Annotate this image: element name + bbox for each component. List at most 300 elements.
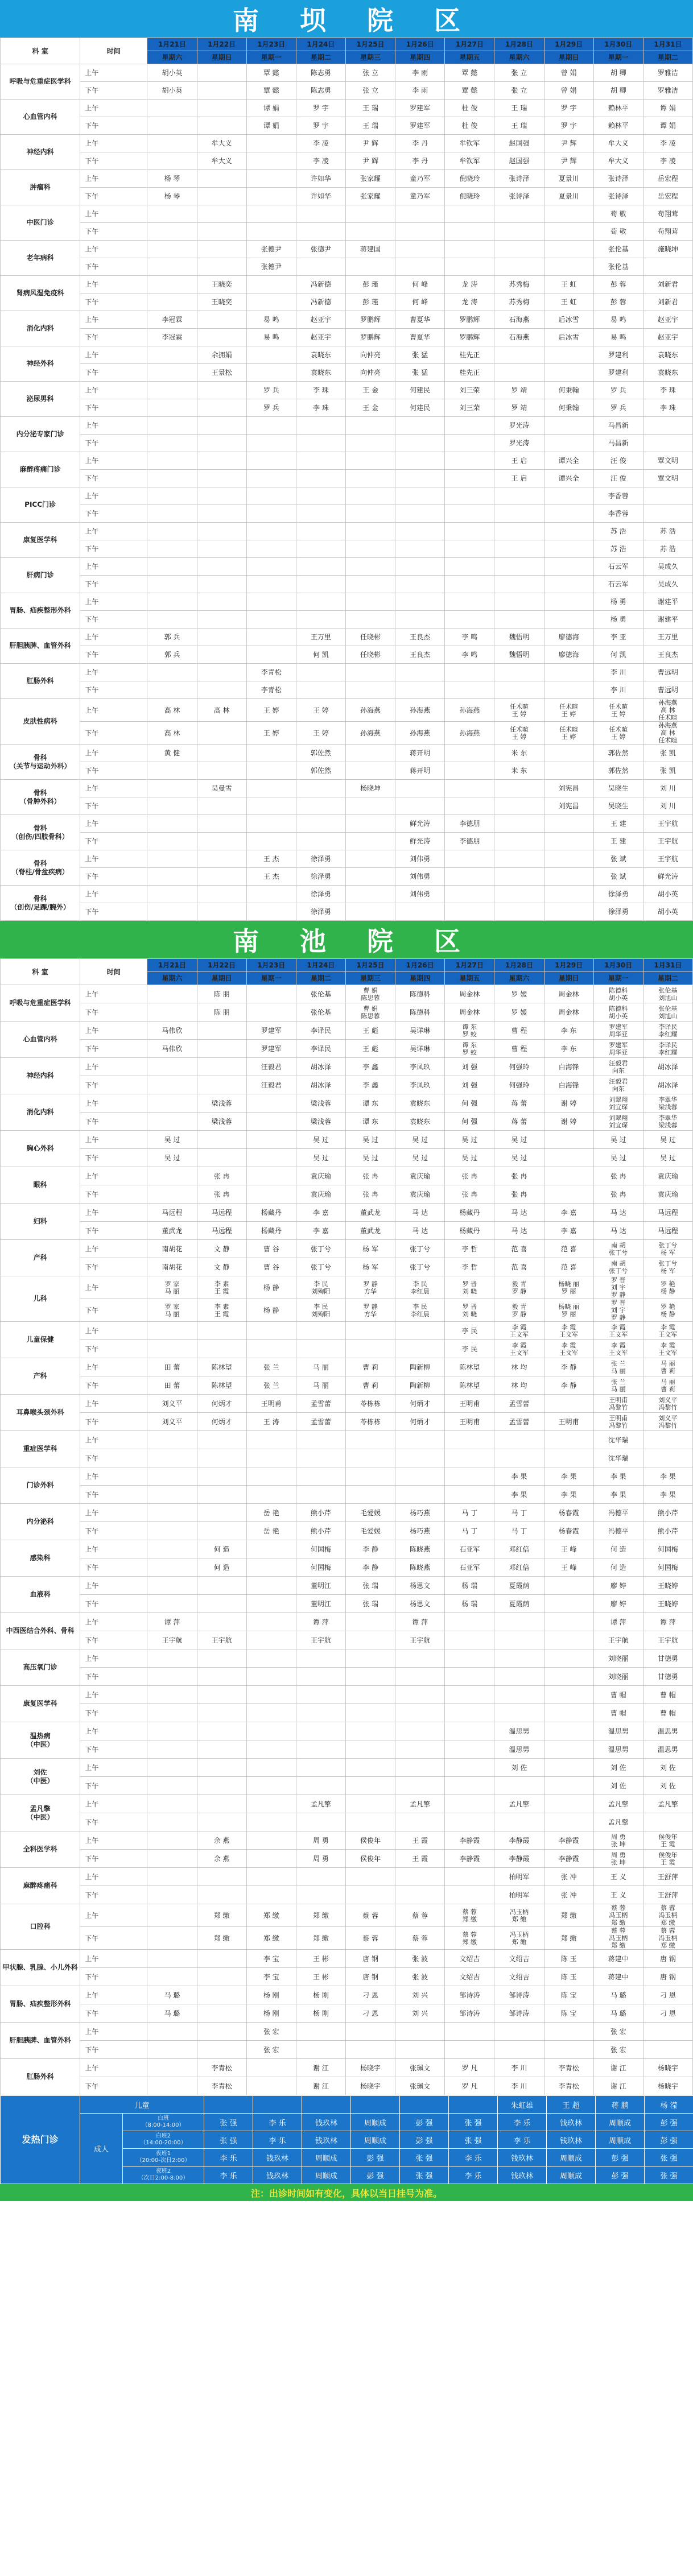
session-label: 上午 — [80, 1058, 147, 1076]
doctor-cell — [246, 780, 296, 797]
schedule-row — [1, 223, 693, 241]
doctor-cell — [147, 1904, 197, 1927]
dept-column-header: 科 室 — [1, 959, 80, 985]
doctor-cell: 张伦基 — [296, 1003, 345, 1022]
doctor-cell — [345, 593, 395, 611]
doctor-cell: 蒋建中 — [593, 1968, 643, 1986]
dept-column-header: 科 室 — [1, 38, 80, 64]
date-header: 1月25日 — [345, 38, 395, 51]
doctor-cell — [345, 1449, 395, 1467]
doctor-cell — [494, 576, 544, 593]
doctor-cell — [445, 1467, 494, 1486]
doctor-cell — [147, 2059, 197, 2077]
doctor-cell: 马远程 — [643, 1204, 692, 1222]
schedule-row — [1, 1986, 693, 2004]
doctor-cell: 杨思文 — [395, 1577, 445, 1595]
doctor-cell: 熊小芹 — [296, 1522, 345, 1540]
doctor-cell: 谢 婷 — [544, 1113, 593, 1131]
doctor-cell: 张 冉 — [445, 1167, 494, 1185]
schedule-row — [1, 2023, 693, 2041]
doctor-cell: 杨春霞 — [544, 1504, 593, 1522]
fever-doctor-cell: 杨 滢 — [645, 2096, 693, 2114]
session-label: 下午 — [80, 1040, 147, 1058]
fever-doctor-cell: 张 强 — [204, 2131, 253, 2149]
doctor-cell — [544, 762, 593, 780]
fever-doctor-cell: 彭 强 — [596, 2149, 645, 2166]
doctor-cell: 汪毅君 向东 — [593, 1058, 643, 1076]
doctor-cell — [445, 886, 494, 903]
doctor-cell — [147, 1850, 197, 1868]
doctor-cell — [147, 1340, 197, 1358]
department-name: 中医门诊 — [1, 205, 80, 241]
doctor-cell: 罗建军 — [246, 1040, 296, 1058]
doctor-cell — [395, 558, 445, 576]
doctor-cell — [147, 1927, 197, 1950]
doctor-cell: 郑 缴 — [246, 1927, 296, 1950]
doctor-cell: 袁庆瑜 — [395, 1185, 445, 1204]
schedule-row — [1, 2077, 693, 2095]
schedule-row — [1, 1795, 693, 1813]
doctor-cell — [445, 540, 494, 558]
doctor-cell: 孟凡擎 — [593, 1813, 643, 1831]
schedule-row — [1, 1595, 693, 1613]
doctor-cell — [445, 1740, 494, 1759]
doctor-cell: 吴晓生 — [593, 780, 643, 797]
doctor-cell: 李 静 — [544, 1376, 593, 1395]
doctor-cell — [643, 1431, 692, 1449]
doctor-cell: 陶新柳 — [395, 1358, 445, 1376]
doctor-cell — [246, 1831, 296, 1850]
doctor-cell: 王明甫 冯黎竹 — [593, 1413, 643, 1431]
doctor-cell — [544, 1795, 593, 1813]
doctor-cell: 王 义 — [593, 1868, 643, 1886]
doctor-cell: 冯玉柄 郑 缴 — [494, 1904, 544, 1927]
doctor-cell: 郑 缴 — [197, 1927, 246, 1950]
fever-doctor-cell — [351, 2096, 400, 2114]
doctor-cell: 罗 艳 杨 静 — [643, 1299, 692, 1322]
doctor-cell — [246, 470, 296, 487]
weekday-header: 星期二 — [296, 972, 345, 985]
doctor-cell — [345, 833, 395, 850]
doctor-cell: 李 民 — [445, 1340, 494, 1358]
doctor-cell: 向仲亮 — [345, 346, 395, 364]
department-name: 胃肠、疝疾整形外科 — [1, 1986, 80, 2023]
doctor-cell: 谭 娟 — [246, 117, 296, 135]
doctor-cell: 曹 莉 — [345, 1376, 395, 1395]
doctor-cell: 杨藏丹 — [445, 1222, 494, 1240]
doctor-cell — [147, 886, 197, 903]
doctor-cell: 李 嘉 — [544, 1204, 593, 1222]
doctor-cell: 荀 敬 — [593, 205, 643, 223]
session-label: 下午 — [80, 1340, 147, 1358]
doctor-cell: 范 喜 — [494, 1240, 544, 1258]
schedule-row — [1, 1358, 693, 1376]
doctor-cell: 李 哲 — [445, 1240, 494, 1258]
doctor-cell: 马 达 — [395, 1222, 445, 1240]
doctor-cell: 唐 钢 — [643, 1968, 692, 1986]
doctor-cell — [246, 576, 296, 593]
doctor-cell: 范 喜 — [544, 1258, 593, 1276]
doctor-cell — [494, 523, 544, 540]
doctor-cell: 王晓奕 — [197, 293, 246, 311]
doctor-cell: 张 冉 — [345, 1185, 395, 1204]
doctor-cell: 汪 俊 — [593, 470, 643, 487]
doctor-cell: 罗鹏辉 — [445, 329, 494, 346]
session-label: 上午 — [80, 664, 147, 681]
doctor-cell — [395, 1668, 445, 1686]
doctor-cell — [246, 346, 296, 364]
doctor-cell: 李 鑫 — [345, 1058, 395, 1076]
doctor-cell — [296, 1449, 345, 1467]
doctor-cell — [345, 1340, 395, 1358]
doctor-cell: 甘德勇 — [643, 1668, 692, 1686]
doctor-cell: 梁浅蓉 — [197, 1113, 246, 1131]
doctor-cell: 李 雨 — [395, 82, 445, 100]
fever-doctor-cell: 张 强 — [204, 2114, 253, 2131]
doctor-cell: 杨 刚 — [296, 2004, 345, 2023]
doctor-cell — [445, 611, 494, 629]
doctor-cell — [147, 1795, 197, 1813]
doctor-cell: 孙海燕 高 林 任术暄 — [643, 699, 692, 722]
doctor-cell: 马 璐 — [147, 1986, 197, 2004]
doctor-cell: 胡小英 — [147, 64, 197, 82]
doctor-cell — [544, 1167, 593, 1185]
fever-doctor-cell: 周顺成 — [596, 2114, 645, 2131]
doctor-cell: 田 蕾 — [147, 1376, 197, 1395]
doctor-cell: 李德朋 — [445, 815, 494, 833]
fever-doctor-cell: 彭 强 — [400, 2114, 449, 2131]
doctor-cell: 杨 勇 — [593, 611, 643, 629]
doctor-cell: 马 丁 — [494, 1522, 544, 1540]
doctor-cell: 马远程 — [147, 1204, 197, 1222]
doctor-cell: 谢建平 — [643, 593, 692, 611]
doctor-cell — [246, 646, 296, 664]
doctor-cell — [345, 797, 395, 815]
doctor-cell — [296, 540, 345, 558]
doctor-cell: 胡冰泽 — [296, 1058, 345, 1076]
schedule-row — [1, 1449, 693, 1467]
doctor-cell: 张诗泽 — [593, 188, 643, 205]
doctor-cell — [197, 558, 246, 576]
doctor-cell: 李 果 — [494, 1467, 544, 1486]
doctor-cell: 曹 帽 — [593, 1686, 643, 1704]
doctor-cell — [345, 576, 395, 593]
doctor-cell: 刘义平 — [147, 1413, 197, 1431]
doctor-cell: 尹 辉 — [345, 135, 395, 152]
schedule-row — [1, 1395, 693, 1413]
session-label: 上午 — [80, 780, 147, 797]
doctor-cell: 石亚军 — [445, 1558, 494, 1577]
department-name: 神经内科 — [1, 1058, 80, 1094]
doctor-cell: 罗建军 — [246, 1022, 296, 1040]
doctor-cell: 谭 东 罗 蛟 — [445, 1040, 494, 1058]
doctor-cell: 张 兰 — [246, 1376, 296, 1395]
doctor-cell: 孙海燕 — [345, 722, 395, 745]
doctor-cell: 李 东 — [544, 1022, 593, 1040]
session-label: 上午 — [80, 850, 147, 868]
doctor-cell: 张 瑞 — [345, 1577, 395, 1595]
doctor-cell: 覃 懿 — [445, 82, 494, 100]
session-label: 上午 — [80, 1204, 147, 1222]
doctor-cell — [296, 1668, 345, 1686]
doctor-cell — [296, 664, 345, 681]
doctor-cell — [197, 815, 246, 833]
doctor-cell — [345, 1431, 395, 1449]
doctor-cell — [395, 1686, 445, 1704]
doctor-cell: 李 静 — [345, 1540, 395, 1558]
doctor-cell — [345, 903, 395, 921]
doctor-cell: 蔡 蓉 郑 缴 — [445, 1904, 494, 1927]
schedule-row — [1, 629, 693, 646]
session-label: 上午 — [80, 276, 147, 293]
session-label: 上午 — [80, 523, 147, 540]
doctor-cell: 廖德海 — [544, 629, 593, 646]
doctor-cell — [296, 815, 345, 833]
doctor-cell: 杨 勇 — [593, 593, 643, 611]
weekday-header: 星期四 — [395, 51, 445, 64]
fever-doctor-cell: 彭 强 — [596, 2166, 645, 2184]
doctor-cell: 曹 莉 — [345, 1358, 395, 1376]
doctor-cell: 张 兰 马 丽 — [593, 1358, 643, 1376]
doctor-cell: 何国梅 — [296, 1540, 345, 1558]
doctor-cell: 张 宏 — [246, 2041, 296, 2059]
district-title-nanchi — [0, 921, 693, 958]
doctor-cell: 张 立 — [345, 64, 395, 82]
doctor-cell: 张丁兮 — [296, 1258, 345, 1276]
doctor-cell: 罗光涛 — [494, 435, 544, 452]
doctor-cell — [147, 152, 197, 170]
doctor-cell — [246, 293, 296, 311]
doctor-cell: 熊小芹 — [296, 1504, 345, 1522]
doctor-cell: 周 勇 张 坤 — [593, 1850, 643, 1868]
session-label: 下午 — [80, 1222, 147, 1240]
doctor-cell: 牟大义 — [593, 135, 643, 152]
department-name: 全科医学科 — [1, 1831, 80, 1868]
doctor-cell — [445, 258, 494, 276]
nanchi-title-text: 南 池 院 区 — [232, 926, 477, 957]
doctor-cell — [197, 223, 246, 241]
weekday-header: 星期六 — [494, 972, 544, 985]
doctor-cell: 周金林 — [544, 1003, 593, 1022]
doctor-cell: 张诗泽 — [494, 170, 544, 188]
doctor-cell: 易 鸣 — [246, 311, 296, 329]
time-column-header: 时间 — [80, 38, 147, 64]
doctor-cell — [197, 1649, 246, 1668]
doctor-cell: 吴 过 — [445, 1131, 494, 1149]
doctor-cell: 王 金 — [345, 399, 395, 417]
doctor-cell: 刁 恩 — [345, 2004, 395, 2023]
doctor-cell: 刘晓丽 — [593, 1668, 643, 1686]
doctor-cell — [147, 505, 197, 523]
doctor-cell: 桂先正 — [445, 346, 494, 364]
doctor-cell: 刘 川 — [643, 797, 692, 815]
doctor-cell — [445, 523, 494, 540]
doctor-cell: 李 嘉 — [296, 1222, 345, 1240]
session-label: 上午 — [80, 1167, 147, 1185]
doctor-cell: 王宇航 — [395, 1631, 445, 1649]
date-header: 1月22日 — [197, 959, 246, 972]
doctor-cell — [246, 1467, 296, 1486]
date-header: 1月27日 — [445, 959, 494, 972]
doctor-cell: 苟翔茸 — [643, 223, 692, 241]
doctor-cell — [197, 1467, 246, 1486]
doctor-cell — [296, 1759, 345, 1777]
schedule-row — [1, 1631, 693, 1649]
doctor-cell: 王 杰 — [246, 868, 296, 886]
doctor-cell: 罗 晋 刘 宇 罗 静 — [593, 1276, 643, 1299]
doctor-cell: 王 彬 — [296, 1950, 345, 1968]
doctor-cell: 谭 东 — [345, 1113, 395, 1131]
session-label: 上午 — [80, 558, 147, 576]
doctor-cell — [147, 2041, 197, 2059]
fever-doctor-cell: 张 强 — [449, 2114, 498, 2131]
department-name: 刘佐 （中医） — [1, 1759, 80, 1795]
doctor-cell — [246, 505, 296, 523]
doctor-cell — [544, 681, 593, 699]
doctor-cell — [197, 1449, 246, 1467]
doctor-cell: 杨 瑞 — [445, 1577, 494, 1595]
doctor-cell — [296, 505, 345, 523]
weekday-header: 星期五 — [445, 51, 494, 64]
doctor-cell: 张 宏 — [593, 2041, 643, 2059]
doctor-cell: 罗 晋 刘 晓 — [445, 1276, 494, 1299]
department-name: 耳鼻喉头颈外科 — [1, 1395, 80, 1431]
doctor-cell: 高 林 — [147, 722, 197, 745]
doctor-cell: 张家耀 — [345, 170, 395, 188]
date-header: 1月30日 — [593, 959, 643, 972]
doctor-cell: 牟钦军 — [445, 152, 494, 170]
doctor-cell: 罗 宇 — [296, 100, 345, 117]
doctor-cell: 何 造 — [197, 1558, 246, 1577]
doctor-cell: 陈德科 — [395, 985, 445, 1003]
date-header: 1月23日 — [246, 959, 296, 972]
doctor-cell: 郑 缴 — [246, 1904, 296, 1927]
doctor-cell: 袁庆瑜 — [643, 1167, 692, 1185]
doctor-cell — [296, 487, 345, 505]
doctor-cell: 罗建军 周华亚 — [593, 1040, 643, 1058]
doctor-cell: 袁庆瑜 — [643, 1185, 692, 1204]
doctor-cell: 张 立 — [494, 82, 544, 100]
doctor-cell: 刘 佐 — [593, 1759, 643, 1777]
doctor-cell: 马 丽 曹 莉 — [643, 1376, 692, 1395]
doctor-cell: 何 强 — [445, 1113, 494, 1131]
schedule-row — [1, 868, 693, 886]
doctor-cell: 石云军 — [593, 558, 643, 576]
doctor-cell: 刘伟勇 — [395, 886, 445, 903]
doctor-cell: 李译民 — [296, 1022, 345, 1040]
doctor-cell: 袁晓东 — [643, 364, 692, 382]
doctor-cell — [246, 593, 296, 611]
doctor-cell — [197, 1322, 246, 1340]
doctor-cell — [445, 1486, 494, 1504]
doctor-cell — [445, 487, 494, 505]
session-label: 下午 — [80, 399, 147, 417]
doctor-cell: 胡小英 — [147, 82, 197, 100]
doctor-cell: 罗建利 — [593, 364, 643, 382]
doctor-cell: 李青松 — [197, 2059, 246, 2077]
doctor-cell: 任晓彬 — [345, 646, 395, 664]
doctor-cell — [345, 523, 395, 540]
doctor-cell: 李香蓉 — [593, 505, 643, 523]
doctor-cell: 袁庆瑜 — [296, 1167, 345, 1185]
date-header: 1月25日 — [345, 959, 395, 972]
doctor-cell — [494, 664, 544, 681]
department-name: 康复医学科 — [1, 523, 80, 558]
doctor-cell: 吴详琳 — [395, 1040, 445, 1058]
schedule-row — [1, 1486, 693, 1504]
doctor-cell: 胡 卿 — [593, 82, 643, 100]
doctor-cell: 蒋开明 — [395, 762, 445, 780]
doctor-cell: 胡冰泽 — [296, 1076, 345, 1094]
doctor-cell — [494, 681, 544, 699]
doctor-cell — [395, 797, 445, 815]
doctor-cell: 赵亚宇 — [643, 311, 692, 329]
doctor-cell: 温思男 — [593, 1722, 643, 1740]
doctor-cell — [147, 1722, 197, 1740]
fever-doctor-cell: 周顺成 — [302, 2166, 351, 2184]
doctor-cell: 何建民 — [395, 382, 445, 399]
doctor-cell: 王 峰 — [544, 1558, 593, 1577]
doctor-cell: 张 宏 — [246, 2023, 296, 2041]
schedule-row — [1, 1759, 693, 1777]
doctor-cell: 谭 萍 — [643, 1613, 692, 1631]
doctor-cell: 李 嘉 — [544, 1222, 593, 1240]
doctor-cell — [395, 1467, 445, 1486]
doctor-cell: 谭 娟 — [643, 117, 692, 135]
doctor-cell — [147, 241, 197, 258]
doctor-cell — [147, 1076, 197, 1094]
fever-doctor-cell: 钱玖林 — [253, 2149, 302, 2166]
doctor-cell: 邓红倍 — [494, 1540, 544, 1558]
doctor-cell: 孙海燕 — [395, 722, 445, 745]
doctor-cell: 罗雅洁 — [643, 82, 692, 100]
doctor-cell — [445, 745, 494, 762]
doctor-cell: 曹夏华 — [395, 329, 445, 346]
session-label: 上午 — [80, 1358, 147, 1376]
schedule-row — [1, 886, 693, 903]
session-label: 下午 — [80, 435, 147, 452]
doctor-cell — [296, 1868, 345, 1886]
doctor-cell: 罗光涛 — [494, 417, 544, 435]
doctor-cell — [395, 241, 445, 258]
doctor-cell — [395, 1722, 445, 1740]
doctor-cell: 周 勇 — [296, 1831, 345, 1850]
doctor-cell: 夏霞荫 — [494, 1595, 544, 1613]
doctor-cell: 何国梅 — [643, 1540, 692, 1558]
doctor-cell: 袁晓东 — [643, 346, 692, 364]
doctor-cell: 何国梅 — [643, 1558, 692, 1577]
schedule-row — [1, 487, 693, 505]
doctor-cell: 张 冉 — [494, 1185, 544, 1204]
doctor-cell — [544, 815, 593, 833]
doctor-cell: 谭 娟 — [246, 100, 296, 117]
department-name: 骨科 （脊柱/骨盆疾病） — [1, 850, 80, 886]
department-name: 高压氧门诊 — [1, 1649, 80, 1686]
doctor-cell — [395, 523, 445, 540]
doctor-cell — [494, 1631, 544, 1649]
doctor-cell: 刘伟勇 — [395, 850, 445, 868]
doctor-cell: 梁浅蓉 — [296, 1094, 345, 1113]
session-label: 上午 — [80, 1795, 147, 1813]
doctor-cell: 杜 俊 — [445, 117, 494, 135]
doctor-cell: 米 东 — [494, 745, 544, 762]
doctor-cell: 何强玲 — [494, 1076, 544, 1094]
fever-doctor-cell: 张 强 — [400, 2166, 449, 2184]
doctor-cell: 覃文明 — [643, 470, 692, 487]
doctor-cell — [395, 505, 445, 523]
doctor-cell — [197, 593, 246, 611]
doctor-cell: 王晓奕 — [197, 276, 246, 293]
